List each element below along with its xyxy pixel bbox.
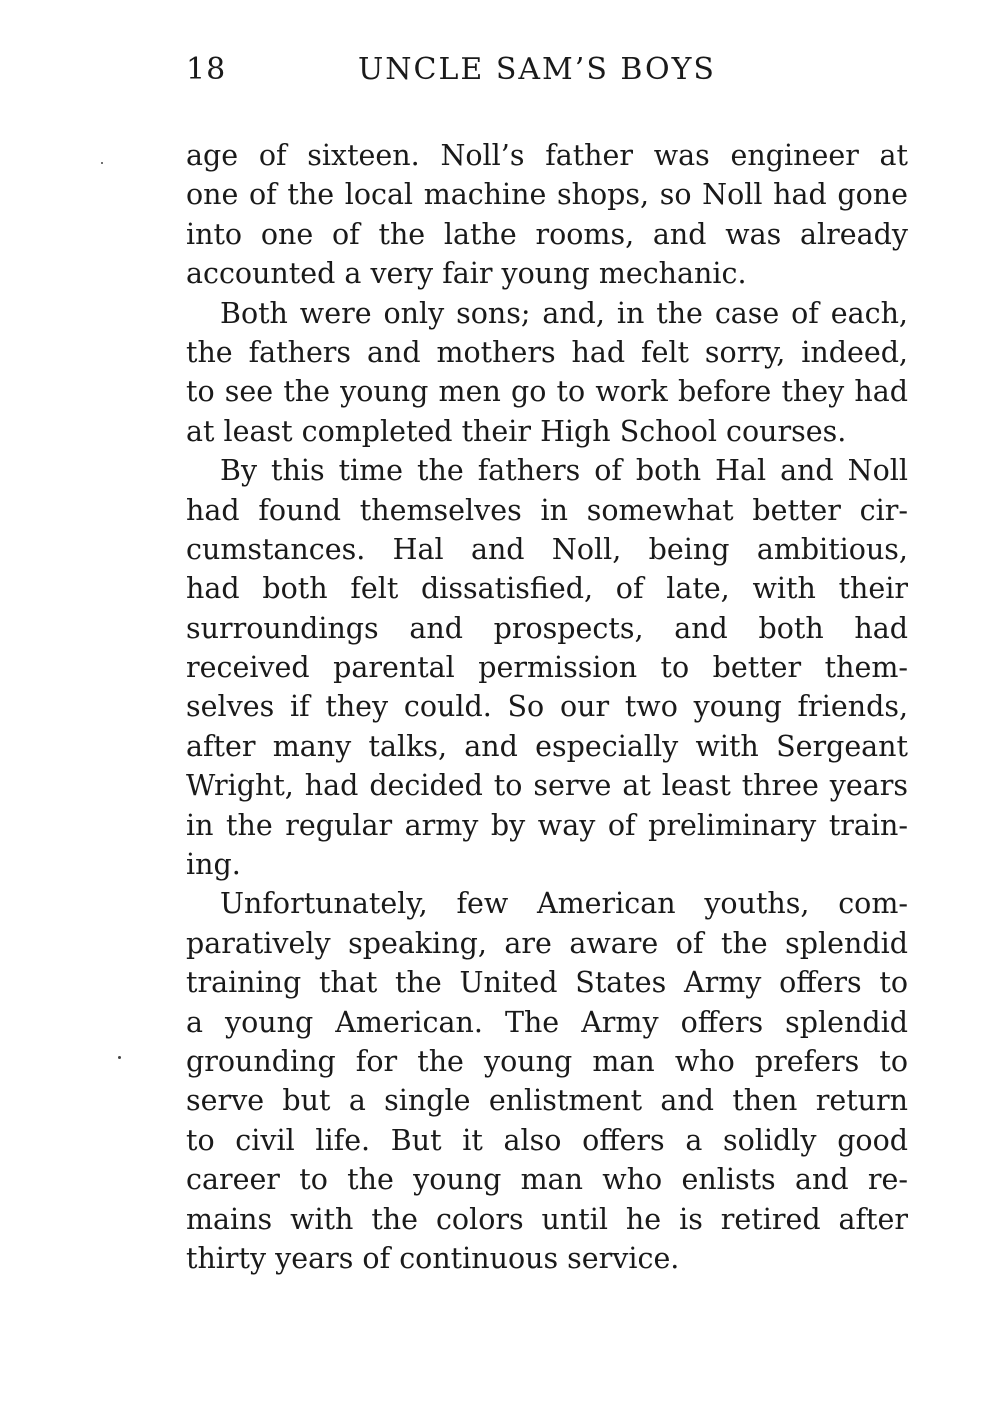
text-line: had both felt dissatisfied, of late, with their <box>186 572 908 606</box>
text-line: Unfortunately, few American youths, com- <box>220 887 908 921</box>
running-title: UNCLE SAM’S BOYS <box>358 52 716 87</box>
text-line: a young American. The Army offers splendid <box>186 1005 908 1039</box>
text-line: accounted a very fair young mechanic. <box>186 257 747 291</box>
text-line: surroundings and prospects, and both had <box>186 611 908 645</box>
text-line: received parental permission to better them- <box>186 651 908 685</box>
text-line: Both were only sons; and, in the case of each, <box>220 296 908 330</box>
text-line: had found themselves in somewhat better cir- <box>186 493 908 527</box>
text-line: grounding for the young man who prefers to <box>186 1044 908 1078</box>
text-line: at least completed their High School courses. <box>186 414 847 448</box>
print-speck <box>101 162 103 164</box>
text-line: to civil life. But it also offers a solidly good <box>186 1123 908 1157</box>
text-line: after many talks, and especially with Sergeant <box>186 729 908 763</box>
text-line: selves if they could. So our two young friends, <box>186 690 908 724</box>
text-line: training that the United States Army offers to <box>186 966 908 1000</box>
text-line: one of the local machine shops, so Noll had gone <box>186 178 908 212</box>
text-line: to see the young men go to work before they had <box>186 375 908 409</box>
text-line: Wright, had decided to serve at least three years <box>186 769 908 803</box>
text-line: into one of the lathe rooms, and was already <box>186 217 908 251</box>
text-line: paratively speaking, are aware of the splendid <box>186 926 908 960</box>
text-line: in the regular army by way of preliminary train- <box>186 808 908 842</box>
text-line: By this time the fathers of both Hal and Noll <box>220 454 908 488</box>
text-line: the fathers and mothers had felt sorry, indeed, <box>186 335 908 369</box>
text-line: cumstances. Hal and Noll, being ambitious, <box>186 532 908 566</box>
text-line: serve but a single enlistment and then return <box>186 1084 908 1118</box>
print-speck <box>118 1056 121 1059</box>
paragraph <box>186 294 908 452</box>
text-line: thirty years of continuous service. <box>186 1241 680 1275</box>
paragraph <box>186 136 908 294</box>
page-number: 18 <box>186 52 227 87</box>
text-line: ing. <box>186 848 241 882</box>
body-text <box>186 136 908 1278</box>
paragraph <box>186 884 908 1278</box>
text-line: career to the young man who enlists and re- <box>186 1163 908 1197</box>
paragraph <box>186 451 908 884</box>
text-line: age of sixteen. Noll’s father was engineer at <box>186 139 908 172</box>
text-line: mains with the colors until he is retired after <box>186 1202 908 1236</box>
page-header <box>186 52 908 96</box>
